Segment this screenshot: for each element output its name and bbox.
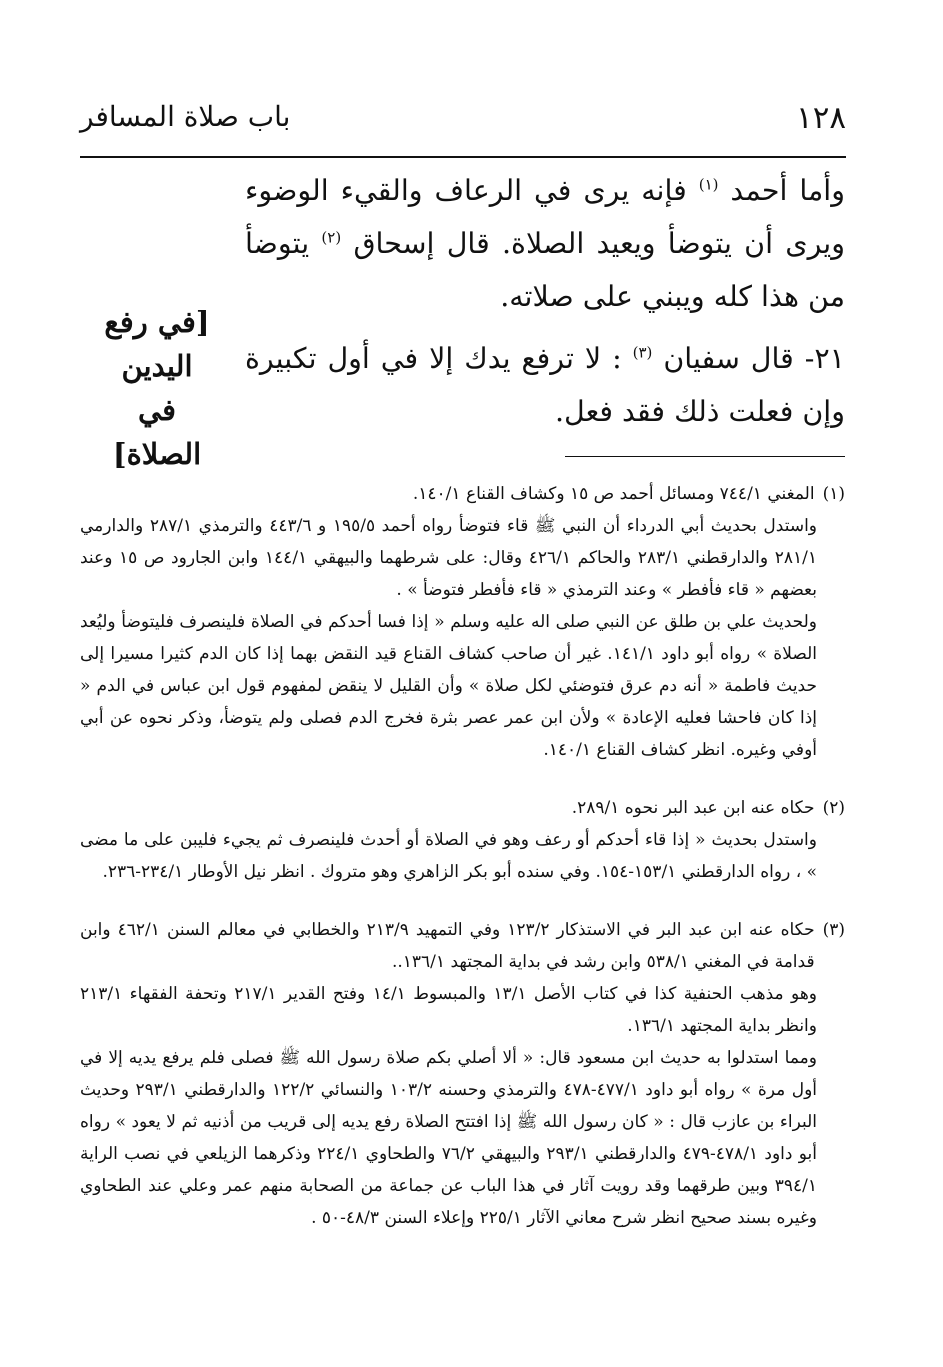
page-number: ١٢٨	[796, 100, 846, 136]
footnote-ref-2: (٢)	[321, 228, 342, 247]
footnote-ref-1: (١)	[698, 175, 719, 194]
page-header	[80, 96, 846, 158]
footnote-paragraph: واستدل بحديث « إذا قاء أحدكم أو رعف وهو في الصلاة أو أحدث فلينصرف ثم يجيء فليبن على ما مضى » ، رواه الدارقطني ١٥٣/١-١٥٤. وفي سنده أبو بكر الزاهري وهو متروك . انظر نيل الأوطار ٢٣٤/١-٢٣٦.	[80, 830, 817, 882]
footnote-number: (١)	[822, 484, 845, 504]
footnote-paragraph: واستدل بحديث أبي الدرداء أن النبي ﷺ قاء فتوضأ رواه أحمد ١٩٥/٥ و ٤٤٣/٦ والترمذي ٢٨٧/١ والدارمي ٢٨١/١ والدارقطني ٢٨٣/١ والحاكم ٤٢٦/١ وقال: على شرطهما والبيهقي ١٤٤/١ وابن الجارود ص ١٥ وعند بعضهم « قاء فأفطر » وعند الترمذي « قاء فأفطر فتوضأ » .	[80, 516, 818, 600]
main-paragraph	[245, 332, 845, 438]
main-text	[245, 164, 845, 447]
footnote-citation: حكاه عنه ابن عبد البر نحوه ٢٨٩/١.	[571, 798, 815, 818]
footnotes	[80, 478, 845, 1246]
footnote-citation: حكاه عنه ابن عبد البر في الاستذكار ١٢٣/٢ وفي التمهيد ٢١٣/٩ والخطابي في معالم السنن ٤٦٢/١ وابن قدامة في المغني ٥٣٨/١ وابن رشد في بداية المجتهد ١٣٦/١..	[80, 920, 815, 972]
text-run: ٢١- قال سفيان	[652, 342, 845, 375]
footnote-lead	[80, 792, 845, 824]
text-run: فإنه يرى في الرعاف والقيء الوضوء ويرى أن يتوضأ ويعيد الصلاة. قال إسحاق	[245, 174, 846, 260]
footnote-lead	[80, 914, 845, 978]
footnote-paragraph: وهو مذهب الحنفية كذا في كتاب الأصل ١٣/١ والمبسوط ١٤/١ وفتح القدير ٢١٧/١ وتحفة الفقهاء ٢١٣/١ وانظر بداية المجتهد ١٣٦/١.	[80, 984, 817, 1036]
footnote-1	[80, 478, 845, 766]
footnote-number: (٣)	[822, 920, 845, 940]
footnote-citation: المغني ٧٤٤/١ ومسائل أحمد ص ١٥ وكشاف القناع ١٤٠/١.	[412, 484, 815, 504]
footnote-separator	[565, 456, 845, 457]
running-title: باب صلاة المسافر	[80, 100, 291, 133]
main-paragraph	[245, 164, 845, 323]
footnote-number: (٢)	[822, 798, 845, 818]
footnote-2	[80, 792, 845, 888]
text-run: وأما أحمد	[718, 174, 845, 207]
text-run: : لا ترفع يدك إلا في أول تكبيرة وإن فعلت ذلك فقد فعل.	[245, 342, 845, 428]
footnote-ref-3: (٣)	[632, 343, 653, 362]
footnote-3	[80, 914, 845, 1234]
footnote-paragraph: ولحديث علي بن طلق عن النبي صلى اله عليه وسلم « إذا فسا أحدكم في الصلاة فلينصرف فليتوضأ وليُعد الصلاة » رواه أبو داود ١٤١/١. غير أن صاحب كشاف القناع قيد النقض بهما إذا كان الدم كثيرا مسيرا إلى حديث فاطمة « أنه دم عرق فتوضئي لكل صلاة » وأن القليل لا ينقض لمفهوم قول ابن عباس في الدم « إذا كان فاحشا فعليه الإعادة » ولأن ابن عمر عصر بثرة فخرج الدم فصلى ولم يتوضأ، وذكر نحوه عن أبي أوفي وغيره. انظر كشاف القناع ١٤٠/١.	[80, 612, 817, 760]
margin-heading: [في رفع اليدين في الصلاة]	[104, 305, 210, 471]
footnote-paragraph: ومما استدلوا به حديث ابن مسعود قال: « ألا أصلي بكم صلاة رسول الله ﷺ فصلى فلم يرفع يديه إلا في أول مرة » رواه أبو داود ٤٧٧/١-٤٧٨ والترمذي وحسنه ١٠٣/٢ والنسائي ١٢٢/٢ والدارقطني ٢٩٣/١ وحديث البراء بن عازب قال : « كان رسول الله ﷺ إذا افتتح الصلاة رفع يديه إلى قريب من أذنيه ثم لا يعود » رواه أبو داود ٤٧٨/١-٤٧٩ والدارقطني ٢٩٣/١ والبيهقي ٧٦/٢ والطحاوي ٢٢٤/١ وذكرهما الزيلعي في نصب الراية ٣٩٤/١ وبين طرقهما وقد رويت آثار في هذا الباب عن جماعة من الصحابة منهم عمر وعلي عند الطحاوي وغيره بسند صحيح انظر شرح معاني الآثار ٢٢٥/١ وإعلاء السنن ٤٨/٣-٥٠ .	[80, 1048, 818, 1228]
footnote-lead	[80, 478, 845, 510]
text-run: يتوضأ من هذا كله ويبني على صلاته.	[245, 227, 845, 313]
